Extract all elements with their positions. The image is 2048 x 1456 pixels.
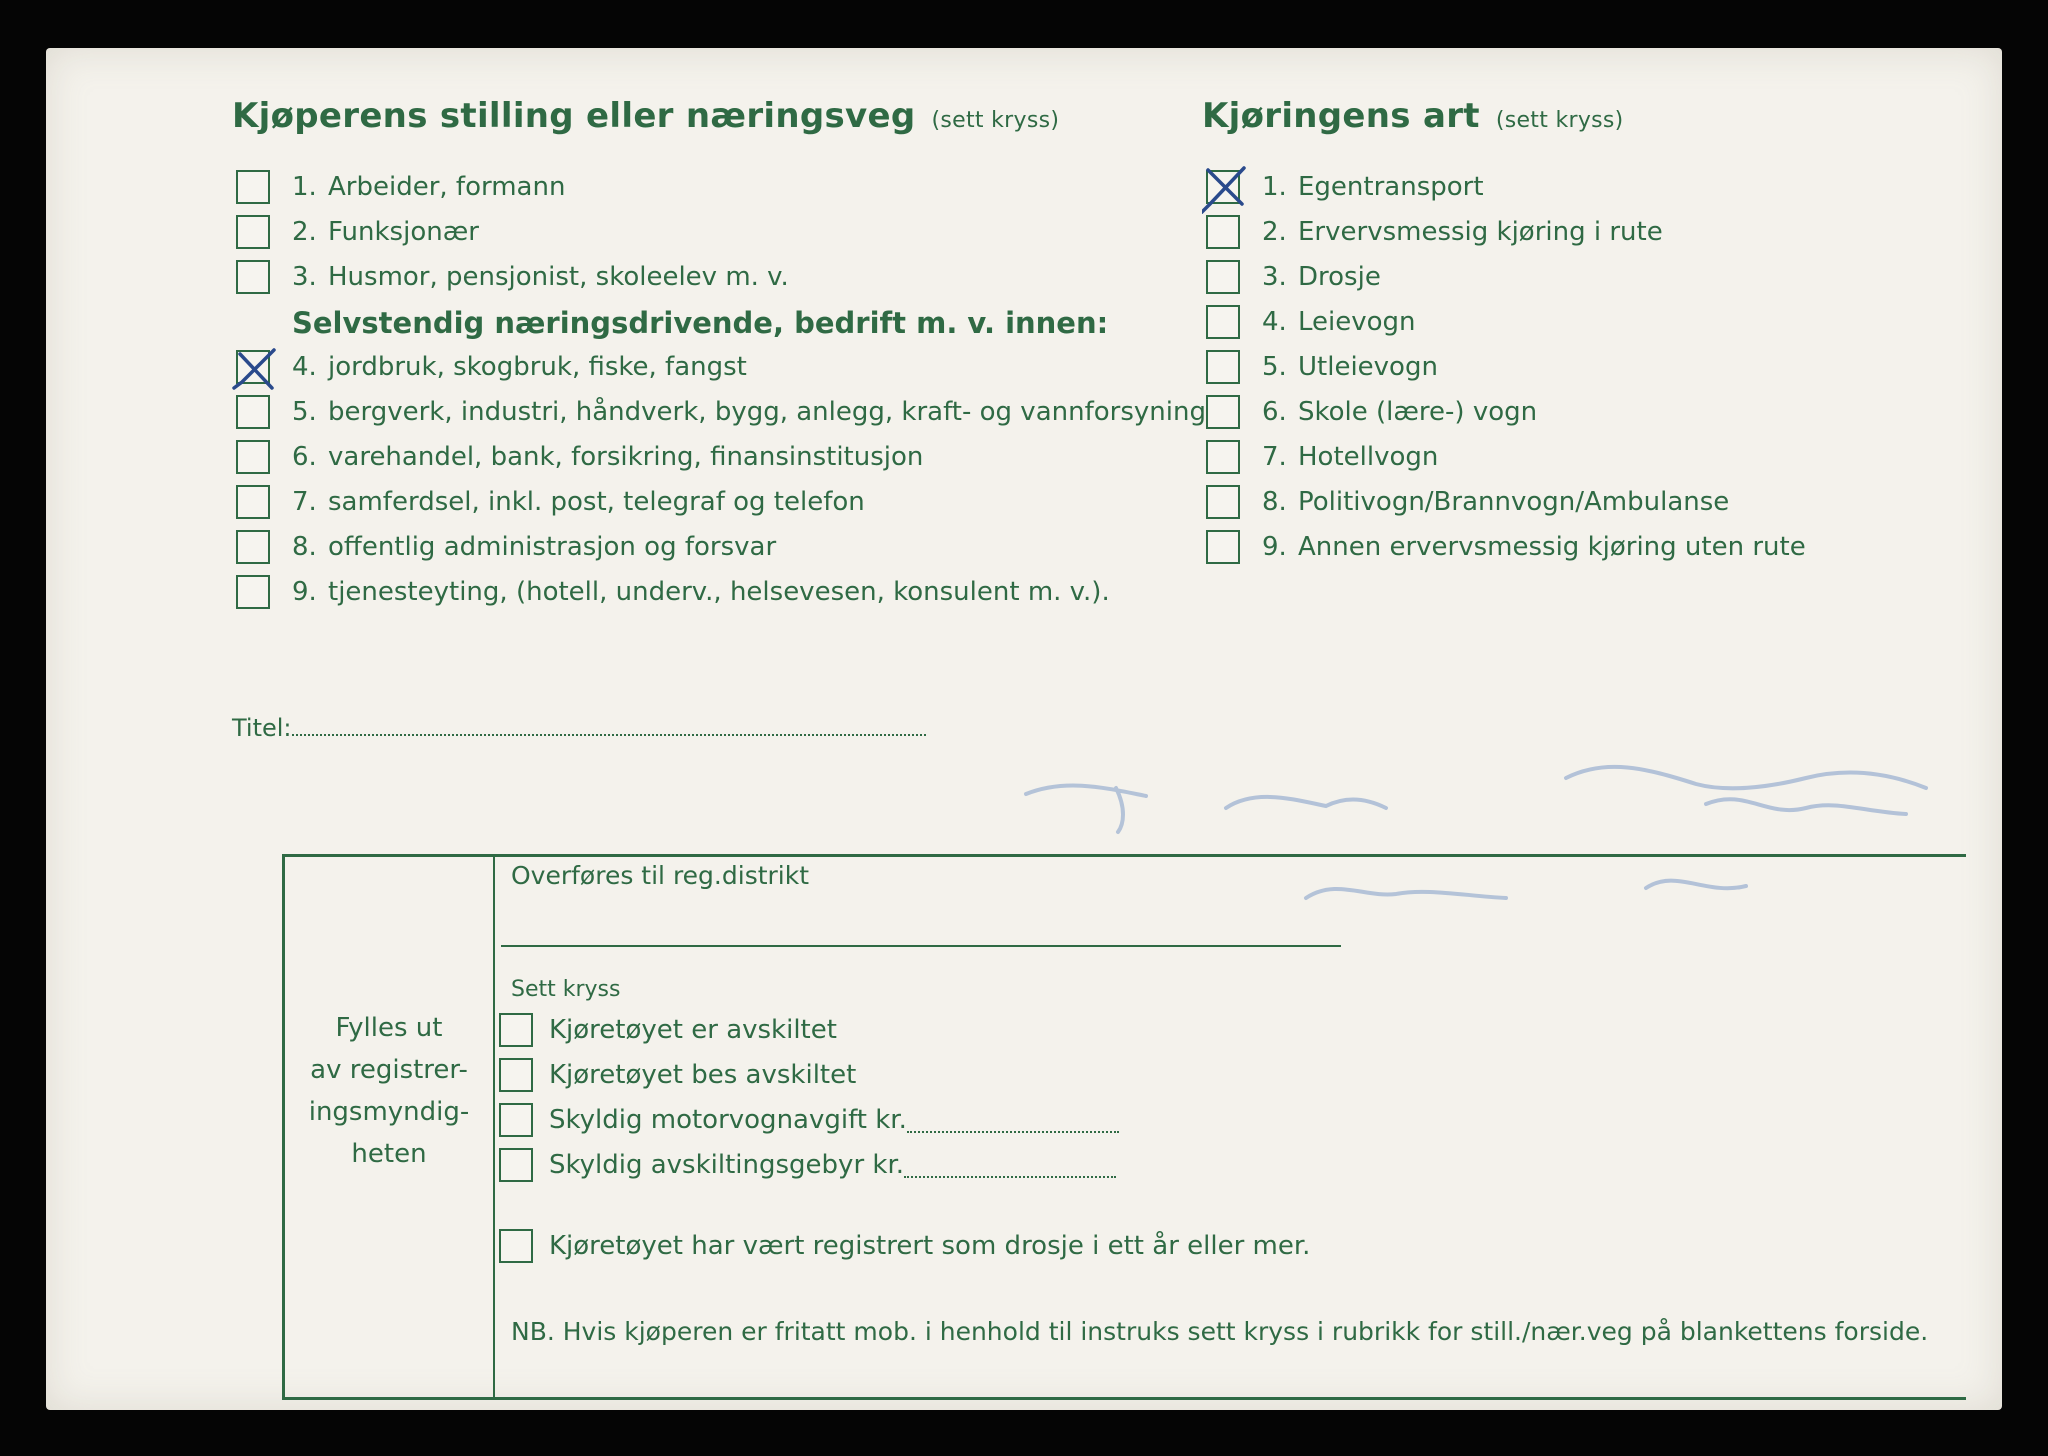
checkbox[interactable] — [499, 1058, 533, 1092]
option-label: Arbeider, formann — [328, 172, 566, 202]
checkbox[interactable] — [1206, 260, 1240, 294]
checkbox[interactable] — [236, 170, 270, 204]
titel-field[interactable] — [232, 710, 926, 742]
box-divider — [493, 857, 495, 1397]
option-label: Annen ervervsmessig kjøring uten rute — [1298, 532, 1806, 562]
option-number: 9. — [292, 577, 317, 607]
option-number: 5. — [292, 397, 317, 427]
option-number: 3. — [1262, 262, 1287, 292]
amount-dotted-line — [907, 1107, 1119, 1133]
driving-option-4[interactable] — [1206, 305, 1416, 339]
heading-text: Kjøringens art — [1202, 96, 1480, 136]
heading-text: Kjøperens stilling eller næringsveg — [232, 96, 916, 136]
check-label: Skyldig avskiltingsgebyr kr. — [549, 1150, 905, 1180]
option-number: 2. — [1262, 217, 1287, 247]
checkbox[interactable] — [1206, 305, 1240, 339]
option-label: bergverk, industri, håndverk, bygg, anlegg, kraft- og vannforsyning — [328, 397, 1206, 427]
option-label: jordbruk, skogbruk, fiske, fangst — [328, 352, 747, 382]
checkbox[interactable] — [236, 530, 270, 564]
titel-dotted-line — [292, 710, 926, 736]
option-number: 1. — [292, 172, 317, 202]
checkbox[interactable] — [499, 1103, 533, 1137]
checkbox-checked[interactable] — [236, 350, 270, 384]
option-label: Politivogn/Brannvogn/Ambulanse — [1298, 487, 1730, 517]
occupation-option-2[interactable] — [236, 215, 479, 249]
transfer-district-field[interactable] — [501, 945, 1341, 947]
occupation-option-7[interactable] — [236, 485, 865, 519]
checkbox[interactable] — [1206, 485, 1240, 519]
checkbox[interactable] — [236, 485, 270, 519]
option-number: 8. — [292, 532, 317, 562]
checkbox[interactable] — [236, 215, 270, 249]
option-number: 7. — [292, 487, 317, 517]
option-label: Hotellvogn — [1298, 442, 1439, 472]
option-number: 1. — [1262, 172, 1287, 202]
option-label: varehandel, bank, forsikring, finansinstitusjon — [328, 442, 924, 472]
heading-hint: (sett kryss) — [931, 108, 1060, 133]
occupation-option-3[interactable] — [236, 260, 789, 294]
option-number: 8. — [1262, 487, 1287, 517]
occupation-option-6[interactable] — [236, 440, 923, 474]
option-number: 6. — [292, 442, 317, 472]
driving-option-8[interactable] — [1206, 485, 1729, 519]
checkbox[interactable] — [1206, 395, 1240, 429]
occupation-option-1[interactable] — [236, 170, 565, 204]
option-label: Skole (lære-) vogn — [1298, 397, 1538, 427]
option-label: Egentransport — [1298, 172, 1484, 202]
option-number: 6. — [1262, 397, 1287, 427]
check-label: Skyldig motorvognavgift kr. — [549, 1105, 907, 1135]
occupation-option-5[interactable] — [236, 395, 1206, 429]
reg-check-taxi-year[interactable] — [499, 1229, 1310, 1263]
side-label-line: heten — [351, 1139, 427, 1169]
checkbox[interactable] — [499, 1148, 533, 1182]
reg-check-motor-tax[interactable] — [499, 1103, 1119, 1137]
check-label: Kjøretøyet bes avskiltet — [549, 1060, 857, 1090]
driving-option-2[interactable] — [1206, 215, 1663, 249]
sett-kryss-label: Sett kryss — [511, 977, 621, 1002]
checkbox[interactable] — [236, 395, 270, 429]
transfer-district-label: Overføres til reg.distrikt — [511, 861, 810, 890]
check-label: Kjøretøyet har vært registrert som drosje i ett år eller mer. — [549, 1231, 1311, 1261]
fill-in-by-authority-label — [285, 1007, 493, 1175]
checkbox[interactable] — [1206, 350, 1240, 384]
checkbox[interactable] — [236, 440, 270, 474]
option-label: tjenesteyting, (hotell, underv., helsevesen, konsulent m. v.). — [328, 577, 1110, 607]
occupation-option-9[interactable] — [236, 575, 1110, 609]
heading-hint: (sett kryss) — [1495, 108, 1624, 133]
titel-label: Titel: — [232, 714, 292, 742]
self-employed-subheading: Selvstendig næringsdrivende, bedrift m. v. innen: — [292, 306, 1109, 340]
checkbox[interactable] — [236, 260, 270, 294]
option-label: Husmor, pensjonist, skoleelev m. v. — [328, 262, 789, 292]
driving-option-5[interactable] — [1206, 350, 1438, 384]
handwritten-cross-icon — [232, 344, 282, 394]
handwritten-cross-icon — [1202, 164, 1252, 214]
option-label: offentlig administrasjon og forsvar — [328, 532, 777, 562]
buyer-occupation-heading — [232, 96, 1059, 136]
reg-check-plate-fee[interactable] — [499, 1148, 1116, 1182]
driving-type-heading — [1202, 96, 1624, 136]
side-label-line: Fylles ut — [335, 1013, 443, 1043]
option-number: 7. — [1262, 442, 1287, 472]
option-number: 4. — [292, 352, 317, 382]
option-label: Utleievogn — [1298, 352, 1438, 382]
check-label: Kjøretøyet er avskiltet — [549, 1015, 837, 1045]
occupation-option-8[interactable] — [236, 530, 776, 564]
option-number: 4. — [1262, 307, 1287, 337]
side-label-line: av registrer- — [310, 1055, 468, 1085]
driving-option-6[interactable] — [1206, 395, 1537, 429]
checkbox[interactable] — [499, 1229, 533, 1263]
driving-option-3[interactable] — [1206, 260, 1381, 294]
option-number: 3. — [292, 262, 317, 292]
option-label: Ervervsmessig kjøring i rute — [1298, 217, 1663, 247]
nb-note: NB. Hvis kjøperen er fritatt mob. i henhold til instruks sett kryss i rubrikk for still./nær.veg på blankettens forside. — [511, 1317, 1929, 1346]
checkbox[interactable] — [236, 575, 270, 609]
option-label: Drosje — [1298, 262, 1381, 292]
driving-option-7[interactable] — [1206, 440, 1438, 474]
occupation-option-4[interactable] — [236, 350, 747, 384]
checkbox[interactable] — [1206, 215, 1240, 249]
reg-check-deregister-request[interactable] — [499, 1058, 856, 1092]
option-label: samferdsel, inkl. post, telegraf og telefon — [328, 487, 865, 517]
option-number: 5. — [1262, 352, 1287, 382]
checkbox[interactable] — [1206, 440, 1240, 474]
option-label: Leievogn — [1298, 307, 1416, 337]
option-label: Funksjonær — [328, 217, 479, 247]
registration-authority-box — [282, 854, 1966, 1400]
checkbox[interactable] — [1206, 530, 1240, 564]
reg-check-deregistered[interactable] — [499, 1013, 837, 1047]
form-sheet — [46, 48, 2002, 1410]
checkbox-checked[interactable] — [1206, 170, 1240, 204]
option-number: 9. — [1262, 532, 1287, 562]
driving-option-9[interactable] — [1206, 530, 1806, 564]
side-label-line: ingsmyndig- — [308, 1097, 470, 1127]
driving-option-1[interactable] — [1206, 170, 1484, 204]
option-number: 2. — [292, 217, 317, 247]
amount-dotted-line — [904, 1152, 1116, 1178]
checkbox[interactable] — [499, 1013, 533, 1047]
